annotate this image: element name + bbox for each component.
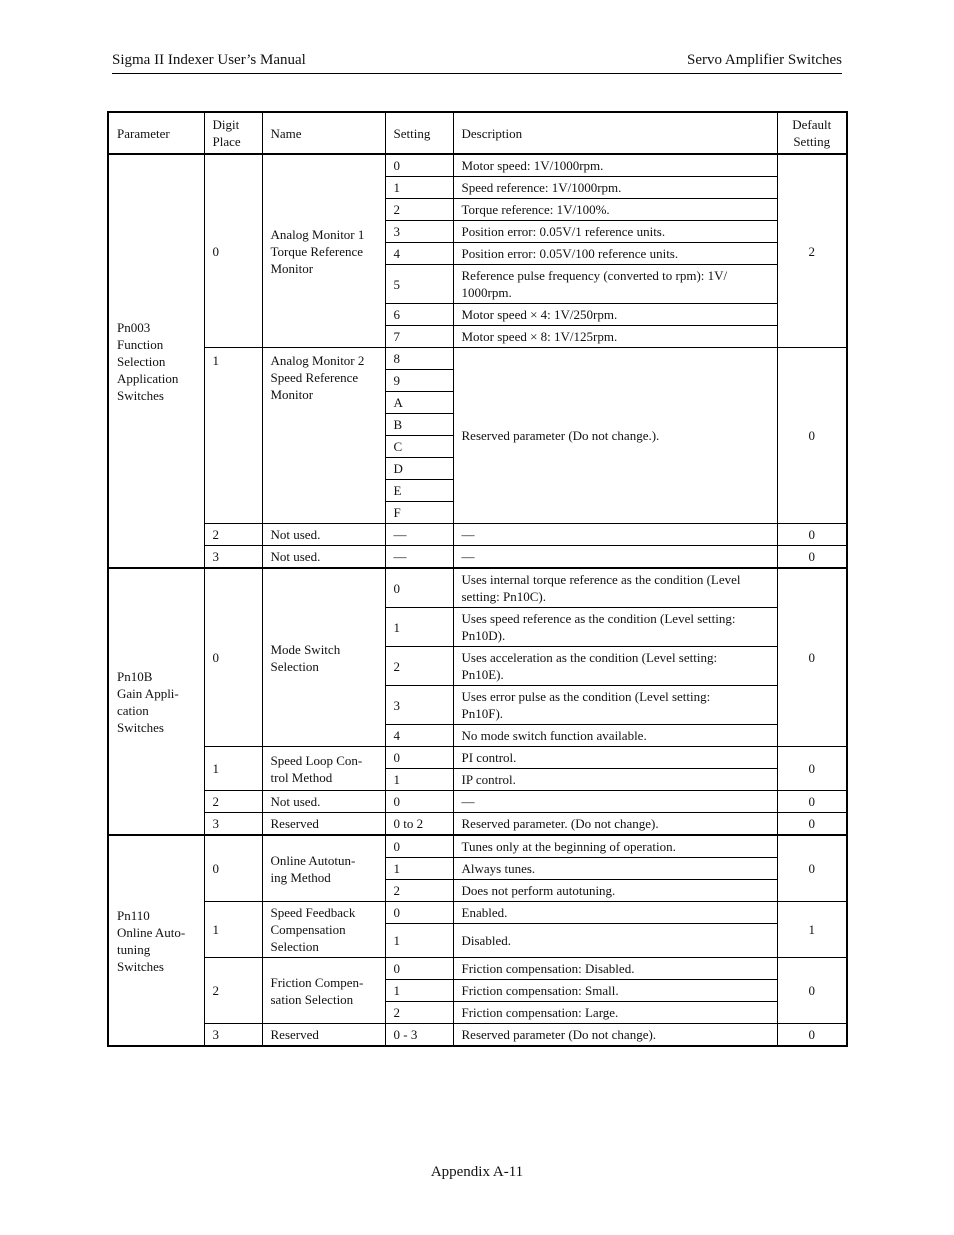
setting-cell: 1 <box>385 924 453 958</box>
digit-place-cell: 1 <box>204 747 262 791</box>
setting-cell: — <box>385 546 453 569</box>
default-setting-cell: 2 <box>777 154 847 348</box>
setting-cell: 0 to 2 <box>385 813 453 836</box>
default-setting-cell: 0 <box>777 747 847 791</box>
table-row <box>108 902 847 924</box>
description-cell: Friction compensation: Disabled. <box>453 958 777 980</box>
description-cell: Motor speed × 8: 1V/125rpm. <box>453 326 777 348</box>
description-cell: Reserved parameter. (Do not change). <box>453 813 777 836</box>
name-cell: Analog Monitor 2 Speed Reference Monitor <box>262 348 385 524</box>
description-cell: Uses internal torque reference as the condition (Level setting: Pn10C). <box>453 568 777 608</box>
description-cell: Uses error pulse as the condition (Level setting: Pn10F). <box>453 686 777 725</box>
setting-cell: 0 <box>385 154 453 177</box>
column-header-description: Description <box>453 112 777 154</box>
description-cell: Uses acceleration as the condition (Level setting: Pn10E). <box>453 647 777 686</box>
default-setting-cell: 0 <box>777 813 847 836</box>
default-setting-cell: 0 <box>777 348 847 524</box>
description-cell: Speed reference: 1V/1000rpm. <box>453 177 777 199</box>
default-setting-cell: 0 <box>777 524 847 546</box>
setting-cell: 0 <box>385 791 453 813</box>
setting-cell: 6 <box>385 304 453 326</box>
setting-cell: 1 <box>385 769 453 791</box>
setting-cell: B <box>385 414 453 436</box>
setting-cell: 2 <box>385 1002 453 1024</box>
default-setting-cell: 1 <box>777 902 847 958</box>
column-header-setting: Setting <box>385 112 453 154</box>
description-cell: PI control. <box>453 747 777 769</box>
column-header-parameter: Parameter <box>108 112 204 154</box>
description-cell: Always tunes. <box>453 858 777 880</box>
table-row <box>108 348 847 370</box>
default-setting-cell: 0 <box>777 568 847 747</box>
description-cell: No mode switch function available. <box>453 725 777 747</box>
default-setting-cell: 0 <box>777 835 847 902</box>
parameter-cell: Pn003 Function Selection Application Switches <box>108 154 204 568</box>
name-cell: Friction Compen- sation Selection <box>262 958 385 1024</box>
table-row <box>108 813 847 836</box>
servo-switch-parameter-table <box>107 111 848 1047</box>
running-header-section: Servo Amplifier Switches <box>687 52 842 68</box>
setting-cell: A <box>385 392 453 414</box>
digit-place-cell: 0 <box>204 568 262 747</box>
setting-cell: 2 <box>385 199 453 221</box>
setting-cell: 3 <box>385 686 453 725</box>
header-rule <box>112 73 842 74</box>
setting-cell: 7 <box>385 326 453 348</box>
setting-cell: 0 <box>385 568 453 608</box>
description-cell: Reserved parameter (Do not change). <box>453 1024 777 1047</box>
digit-place-cell: 2 <box>204 791 262 813</box>
setting-cell: 8 <box>385 348 453 370</box>
description-cell: Reserved parameter (Do not change.). <box>453 348 777 524</box>
running-header-title: Sigma II Indexer User’s Manual <box>112 52 306 68</box>
setting-cell: 1 <box>385 608 453 647</box>
setting-cell: F <box>385 502 453 524</box>
description-cell: Reference pulse frequency (converted to rpm): 1V/ 1000rpm. <box>453 265 777 304</box>
digit-place-cell: 3 <box>204 1024 262 1047</box>
setting-cell: 3 <box>385 221 453 243</box>
setting-cell: 5 <box>385 265 453 304</box>
setting-cell: 1 <box>385 177 453 199</box>
default-setting-cell: 0 <box>777 546 847 569</box>
digit-place-cell: 1 <box>204 902 262 958</box>
default-setting-cell: 0 <box>777 791 847 813</box>
setting-cell: 2 <box>385 647 453 686</box>
setting-cell: 0 <box>385 747 453 769</box>
digit-place-cell: 0 <box>204 835 262 902</box>
description-cell: Torque reference: 1V/100%. <box>453 199 777 221</box>
table-row <box>108 958 847 980</box>
digit-place-cell: 1 <box>204 348 262 524</box>
description-cell: Friction compensation: Small. <box>453 980 777 1002</box>
name-cell: Speed Loop Con- trol Method <box>262 747 385 791</box>
digit-place-cell: 3 <box>204 813 262 836</box>
parameter-cell: Pn10B Gain Appli- cation Switches <box>108 568 204 835</box>
table-header-row <box>108 112 847 154</box>
name-cell: Analog Monitor 1 Torque Reference Monitor <box>262 154 385 348</box>
name-cell: Not used. <box>262 546 385 569</box>
name-cell: Not used. <box>262 524 385 546</box>
description-cell: Uses speed reference as the condition (Level setting: Pn10D). <box>453 608 777 647</box>
digit-place-cell: 2 <box>204 524 262 546</box>
description-cell: Does not perform autotuning. <box>453 880 777 902</box>
description-cell: Friction compensation: Large. <box>453 1002 777 1024</box>
name-cell: Reserved <box>262 813 385 836</box>
setting-cell: 1 <box>385 980 453 1002</box>
digit-place-cell: 3 <box>204 546 262 569</box>
name-cell: Not used. <box>262 791 385 813</box>
description-cell: Tunes only at the beginning of operation. <box>453 835 777 858</box>
setting-cell: D <box>385 458 453 480</box>
setting-cell: 9 <box>385 370 453 392</box>
column-header-digit-place: Digit Place <box>204 112 262 154</box>
setting-cell: 0 <box>385 835 453 858</box>
default-setting-cell: 0 <box>777 958 847 1024</box>
default-setting-cell: 0 <box>777 1024 847 1047</box>
setting-cell: 0 <box>385 902 453 924</box>
table-row <box>108 524 847 546</box>
digit-place-cell: 2 <box>204 958 262 1024</box>
description-cell: Disabled. <box>453 924 777 958</box>
table-row <box>108 154 847 177</box>
table-row <box>108 546 847 569</box>
description-cell: Enabled. <box>453 902 777 924</box>
table-row <box>108 791 847 813</box>
table-row <box>108 568 847 608</box>
description-cell: Position error: 0.05V/1 reference units. <box>453 221 777 243</box>
setting-cell: — <box>385 524 453 546</box>
setting-cell: 4 <box>385 725 453 747</box>
parameter-cell: Pn110 Online Auto- tuning Switches <box>108 835 204 1046</box>
name-cell: Mode Switch Selection <box>262 568 385 747</box>
description-cell: — <box>453 546 777 569</box>
column-header-default-setting: Default Setting <box>777 112 847 154</box>
name-cell: Reserved <box>262 1024 385 1047</box>
description-cell: IP control. <box>453 769 777 791</box>
table-row <box>108 747 847 769</box>
description-cell: Motor speed: 1V/1000rpm. <box>453 154 777 177</box>
setting-cell: 0 <box>385 958 453 980</box>
description-cell: — <box>453 524 777 546</box>
setting-cell: 4 <box>385 243 453 265</box>
setting-cell: C <box>385 436 453 458</box>
column-header-name: Name <box>262 112 385 154</box>
setting-cell: 2 <box>385 880 453 902</box>
name-cell: Online Autotun- ing Method <box>262 835 385 902</box>
description-cell: Position error: 0.05V/100 reference units. <box>453 243 777 265</box>
setting-cell: E <box>385 480 453 502</box>
name-cell: Speed Feedback Compensation Selection <box>262 902 385 958</box>
table-row <box>108 1024 847 1047</box>
page-number: Appendix A-11 <box>430 1164 524 1180</box>
setting-cell: 1 <box>385 858 453 880</box>
description-cell: — <box>453 791 777 813</box>
digit-place-cell: 0 <box>204 154 262 348</box>
setting-cell: 0 - 3 <box>385 1024 453 1047</box>
description-cell: Motor speed × 4: 1V/250rpm. <box>453 304 777 326</box>
table-row <box>108 835 847 858</box>
